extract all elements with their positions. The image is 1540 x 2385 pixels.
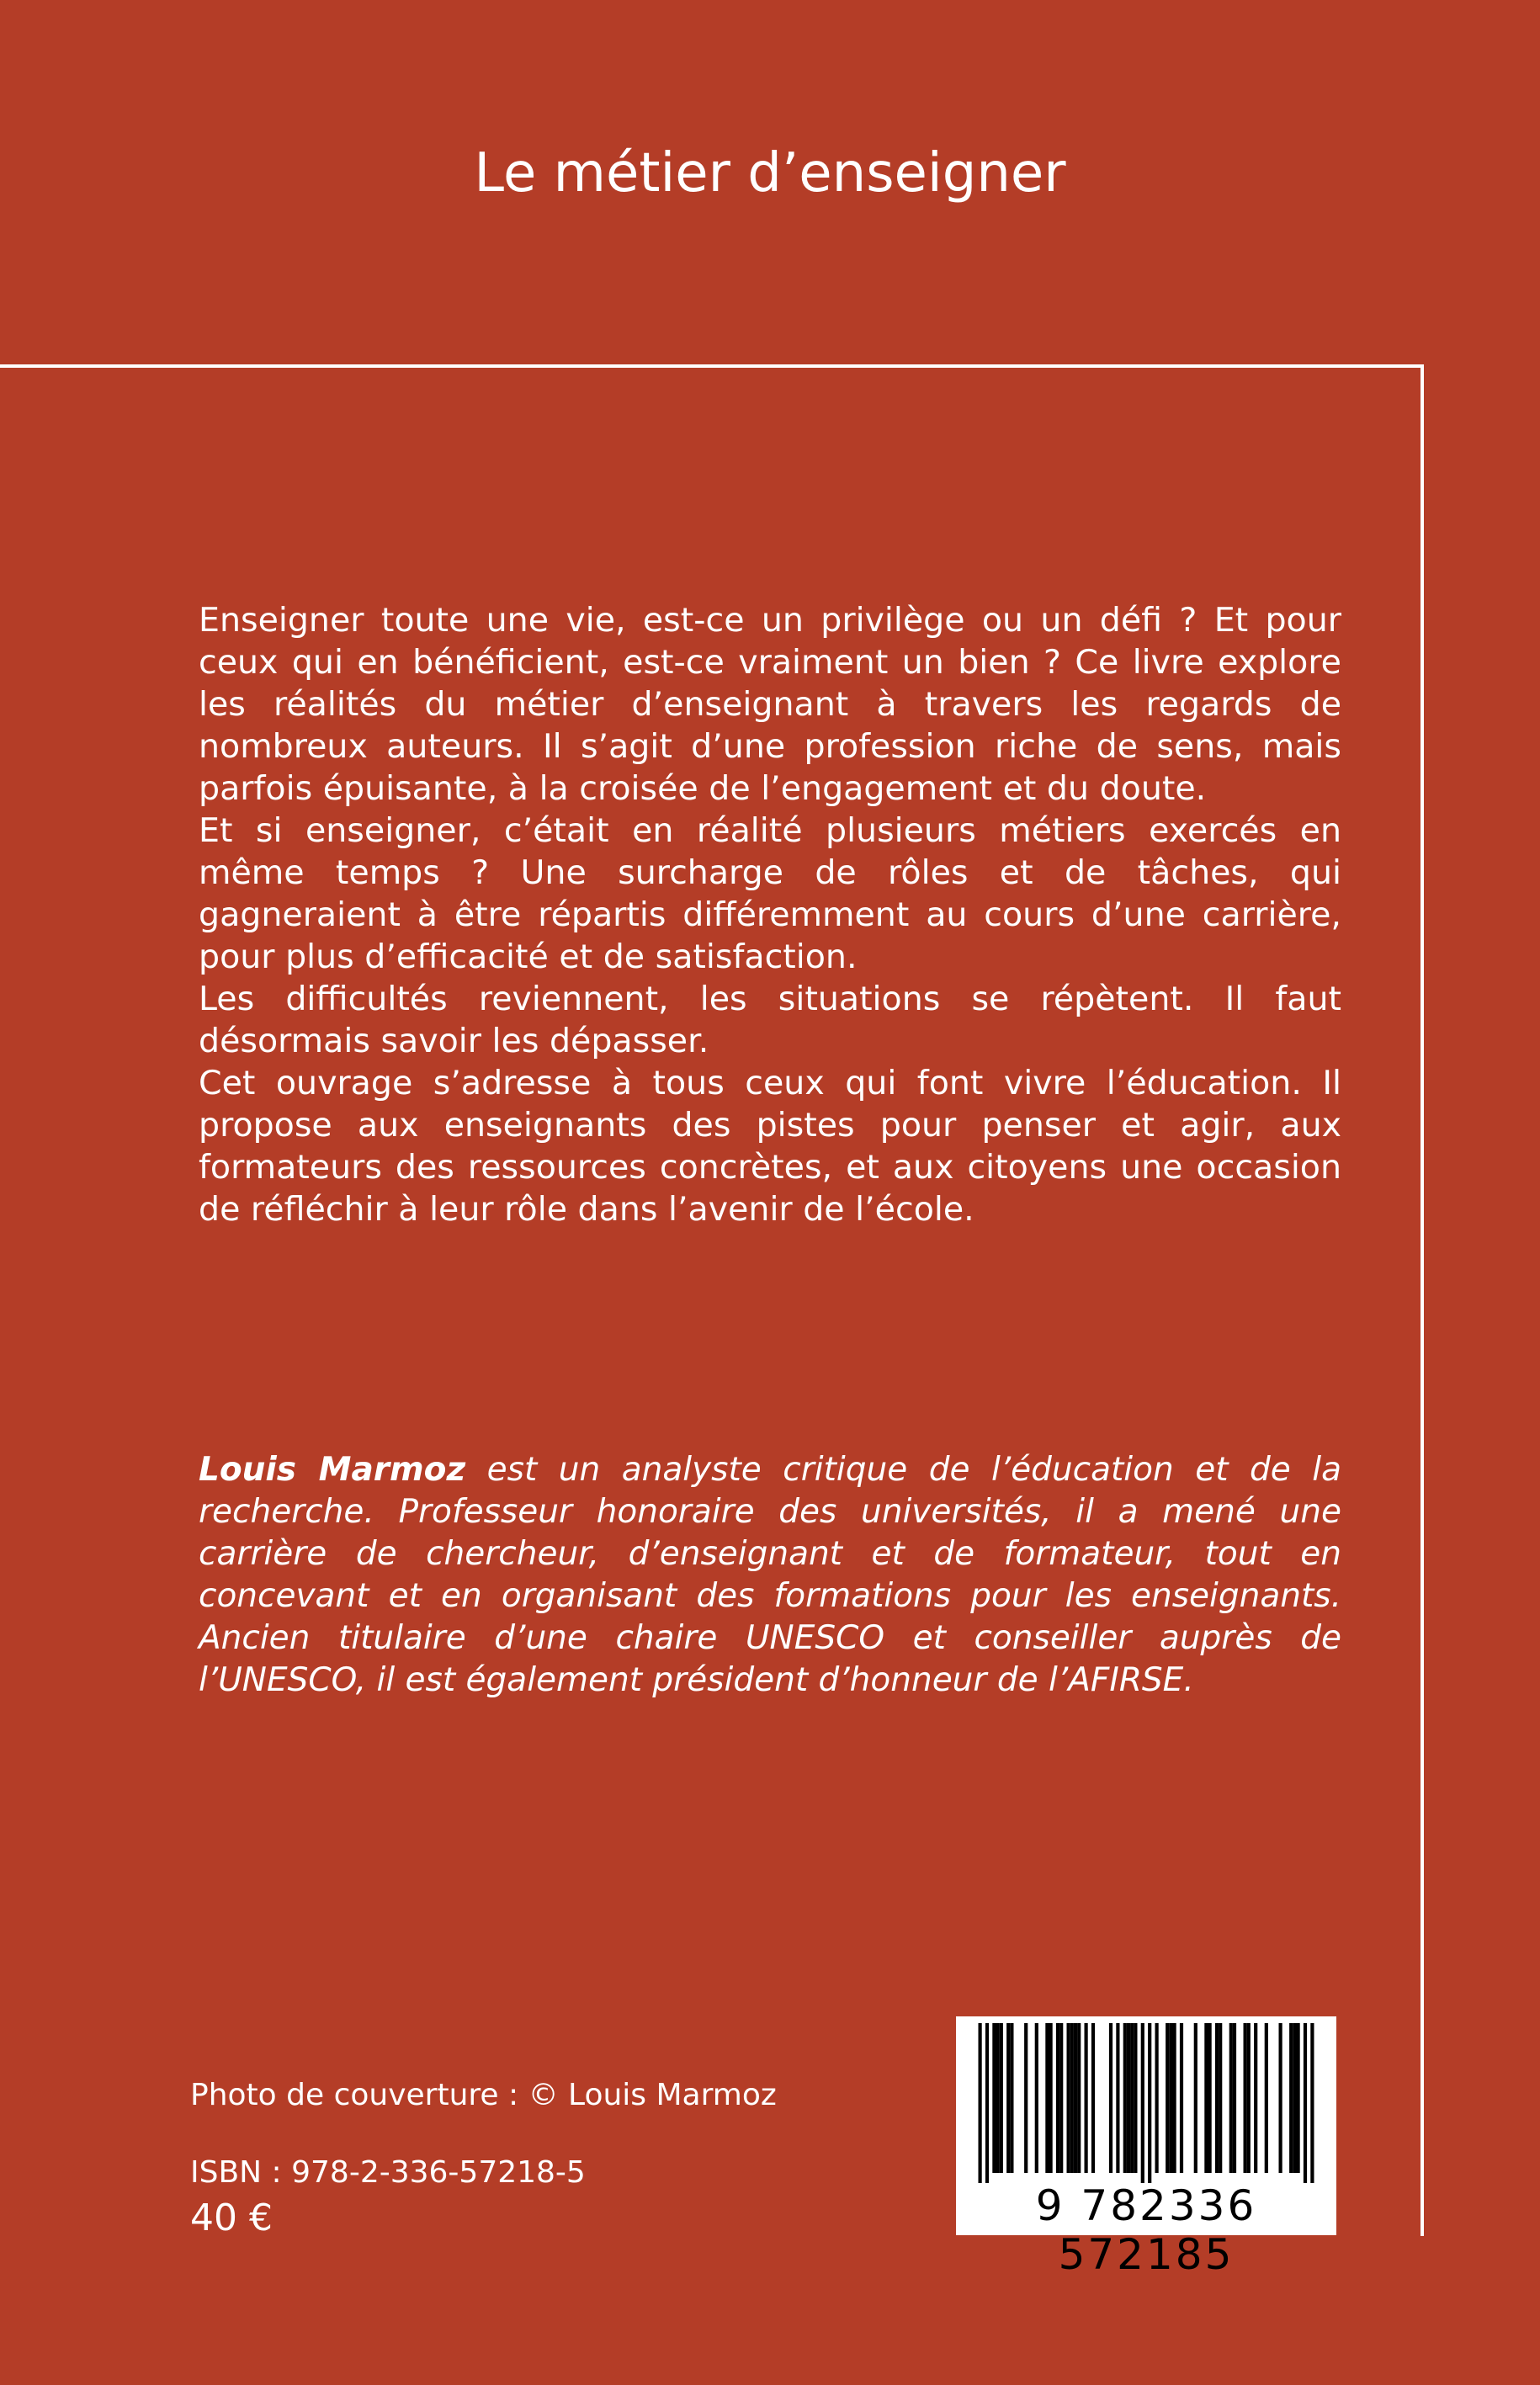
barcode-bar [1091,2023,1095,2173]
barcode-bar [1024,2023,1028,2173]
price: 40 € [190,2196,273,2239]
author-bio [199,1449,1341,1702]
author-name: Louis Marmoz [199,1451,466,1489]
blurb-paragraph: Et si enseigner, c’était en réalité plusieurs métiers exercés en même temps ? Une surcharge de rôles et de tâches, qui gagneraient à être répartis différemment au cours d’une carrière, pour plus d’efficacité et de satisfaction. [199,811,1341,976]
barcode-bar [1254,2023,1257,2173]
blurb-paragraph: Les difficultés reviennent, les situations se répètent. Il faut désormais savoir les dépasser. [199,980,1341,1060]
barcode-bar [1148,2023,1151,2183]
barcode-bar [1006,2023,1010,2173]
barcode [956,2016,1336,2279]
barcode-bar [979,2023,982,2183]
barcode-bar [1056,2023,1059,2173]
barcode-bar [1155,2023,1159,2173]
barcode-bar [1049,2023,1053,2173]
barcode-bar [1010,2023,1013,2173]
barcode-bar [1265,2023,1268,2173]
blurb-paragraph: Enseigner toute une vie, est-ce un privilège ou un défi ? Et pour ceux qui en bénéficient, est-ce vraiment un bien ? Ce livre explore les réalités du métier d’enseignant à travers les regards de nombreux auteurs. Il s’agit d’une profession riche de sens, mais parfois épuisante, à la croisée de l’engagement et du doute. [199,601,1341,808]
barcode-bar [1169,2023,1172,2173]
barcode-bar [1215,2023,1219,2173]
barcode-bar [1244,2023,1247,2173]
barcode-bar [1000,2023,1003,2173]
barcode-bar [1304,2023,1307,2183]
barcode-bar [1297,2023,1300,2173]
barcode-bar [1310,2023,1314,2183]
barcode-bar [1166,2023,1169,2173]
barcode-bar [1229,2023,1233,2173]
barcode-bar [1035,2023,1038,2173]
barcode-bar [1123,2023,1127,2173]
barcode-bars [964,2023,1328,2183]
frame-top-border [0,364,1424,368]
barcode-bar [1173,2023,1176,2173]
barcode-bar [1208,2023,1212,2173]
barcode-bar [1116,2023,1119,2173]
barcode-bar [1085,2023,1088,2173]
barcode-bar [1180,2023,1183,2173]
barcode-bar [1141,2023,1144,2183]
barcode-bar [1247,2023,1251,2173]
barcode-bar [1059,2023,1063,2173]
barcode-bar [1074,2023,1077,2173]
barcode-bar [1194,2023,1197,2173]
barcode-bar [1077,2023,1081,2173]
barcode-bar [996,2023,1000,2173]
barcode-bar [1045,2023,1049,2173]
barcode-bar [1130,2023,1134,2173]
barcode-bar [1067,2023,1070,2173]
barcode-bar [992,2023,996,2173]
isbn: ISBN : 978-2-336-57218-5 [190,2155,586,2190]
barcode-bar [1127,2023,1130,2173]
barcode-bar [1134,2023,1137,2173]
barcode-bar [1289,2023,1293,2173]
barcode-digits: 9 782336 572185 [1035,2181,1257,2279]
barcode-bar [1219,2023,1222,2173]
barcode-bar [1233,2023,1236,2173]
frame-right-border [1421,364,1424,2236]
author-bio-text: est un analyste critique de l’éducation et de la recherche. Professeur honoraire des universités, il a mené une carrière de chercheur, d’enseignant et de formateur, tout en concevant et en organisant des formations pour les enseignants. Ancien titulaire d’une chaire UNESCO et conseiller auprès de l’UNESCO, il est également président d’honneur de l’AFIRSE. [199,1451,1341,1699]
book-title: Le métier d’enseigner [474,142,1066,205]
barcode-bar [1109,2023,1113,2173]
photo-credit: Photo de couverture : © Louis Marmoz [190,2078,777,2112]
barcode-bar [1293,2023,1296,2173]
barcode-bar [1070,2023,1074,2173]
barcode-bar [985,2023,989,2183]
barcode-bar [1279,2023,1282,2173]
blurb-paragraph: Cet ouvrage s’adresse à tous ceux qui font vivre l’éducation. Il propose aux enseignants des pistes pour penser et agir, aux formateurs des ressources concrètes, et aux citoyens une occasion de réfléchir à leur rôle dans l’avenir de l’école. [199,1064,1341,1229]
back-cover-blurb [199,599,1341,1230]
barcode-bar [1204,2023,1208,2173]
